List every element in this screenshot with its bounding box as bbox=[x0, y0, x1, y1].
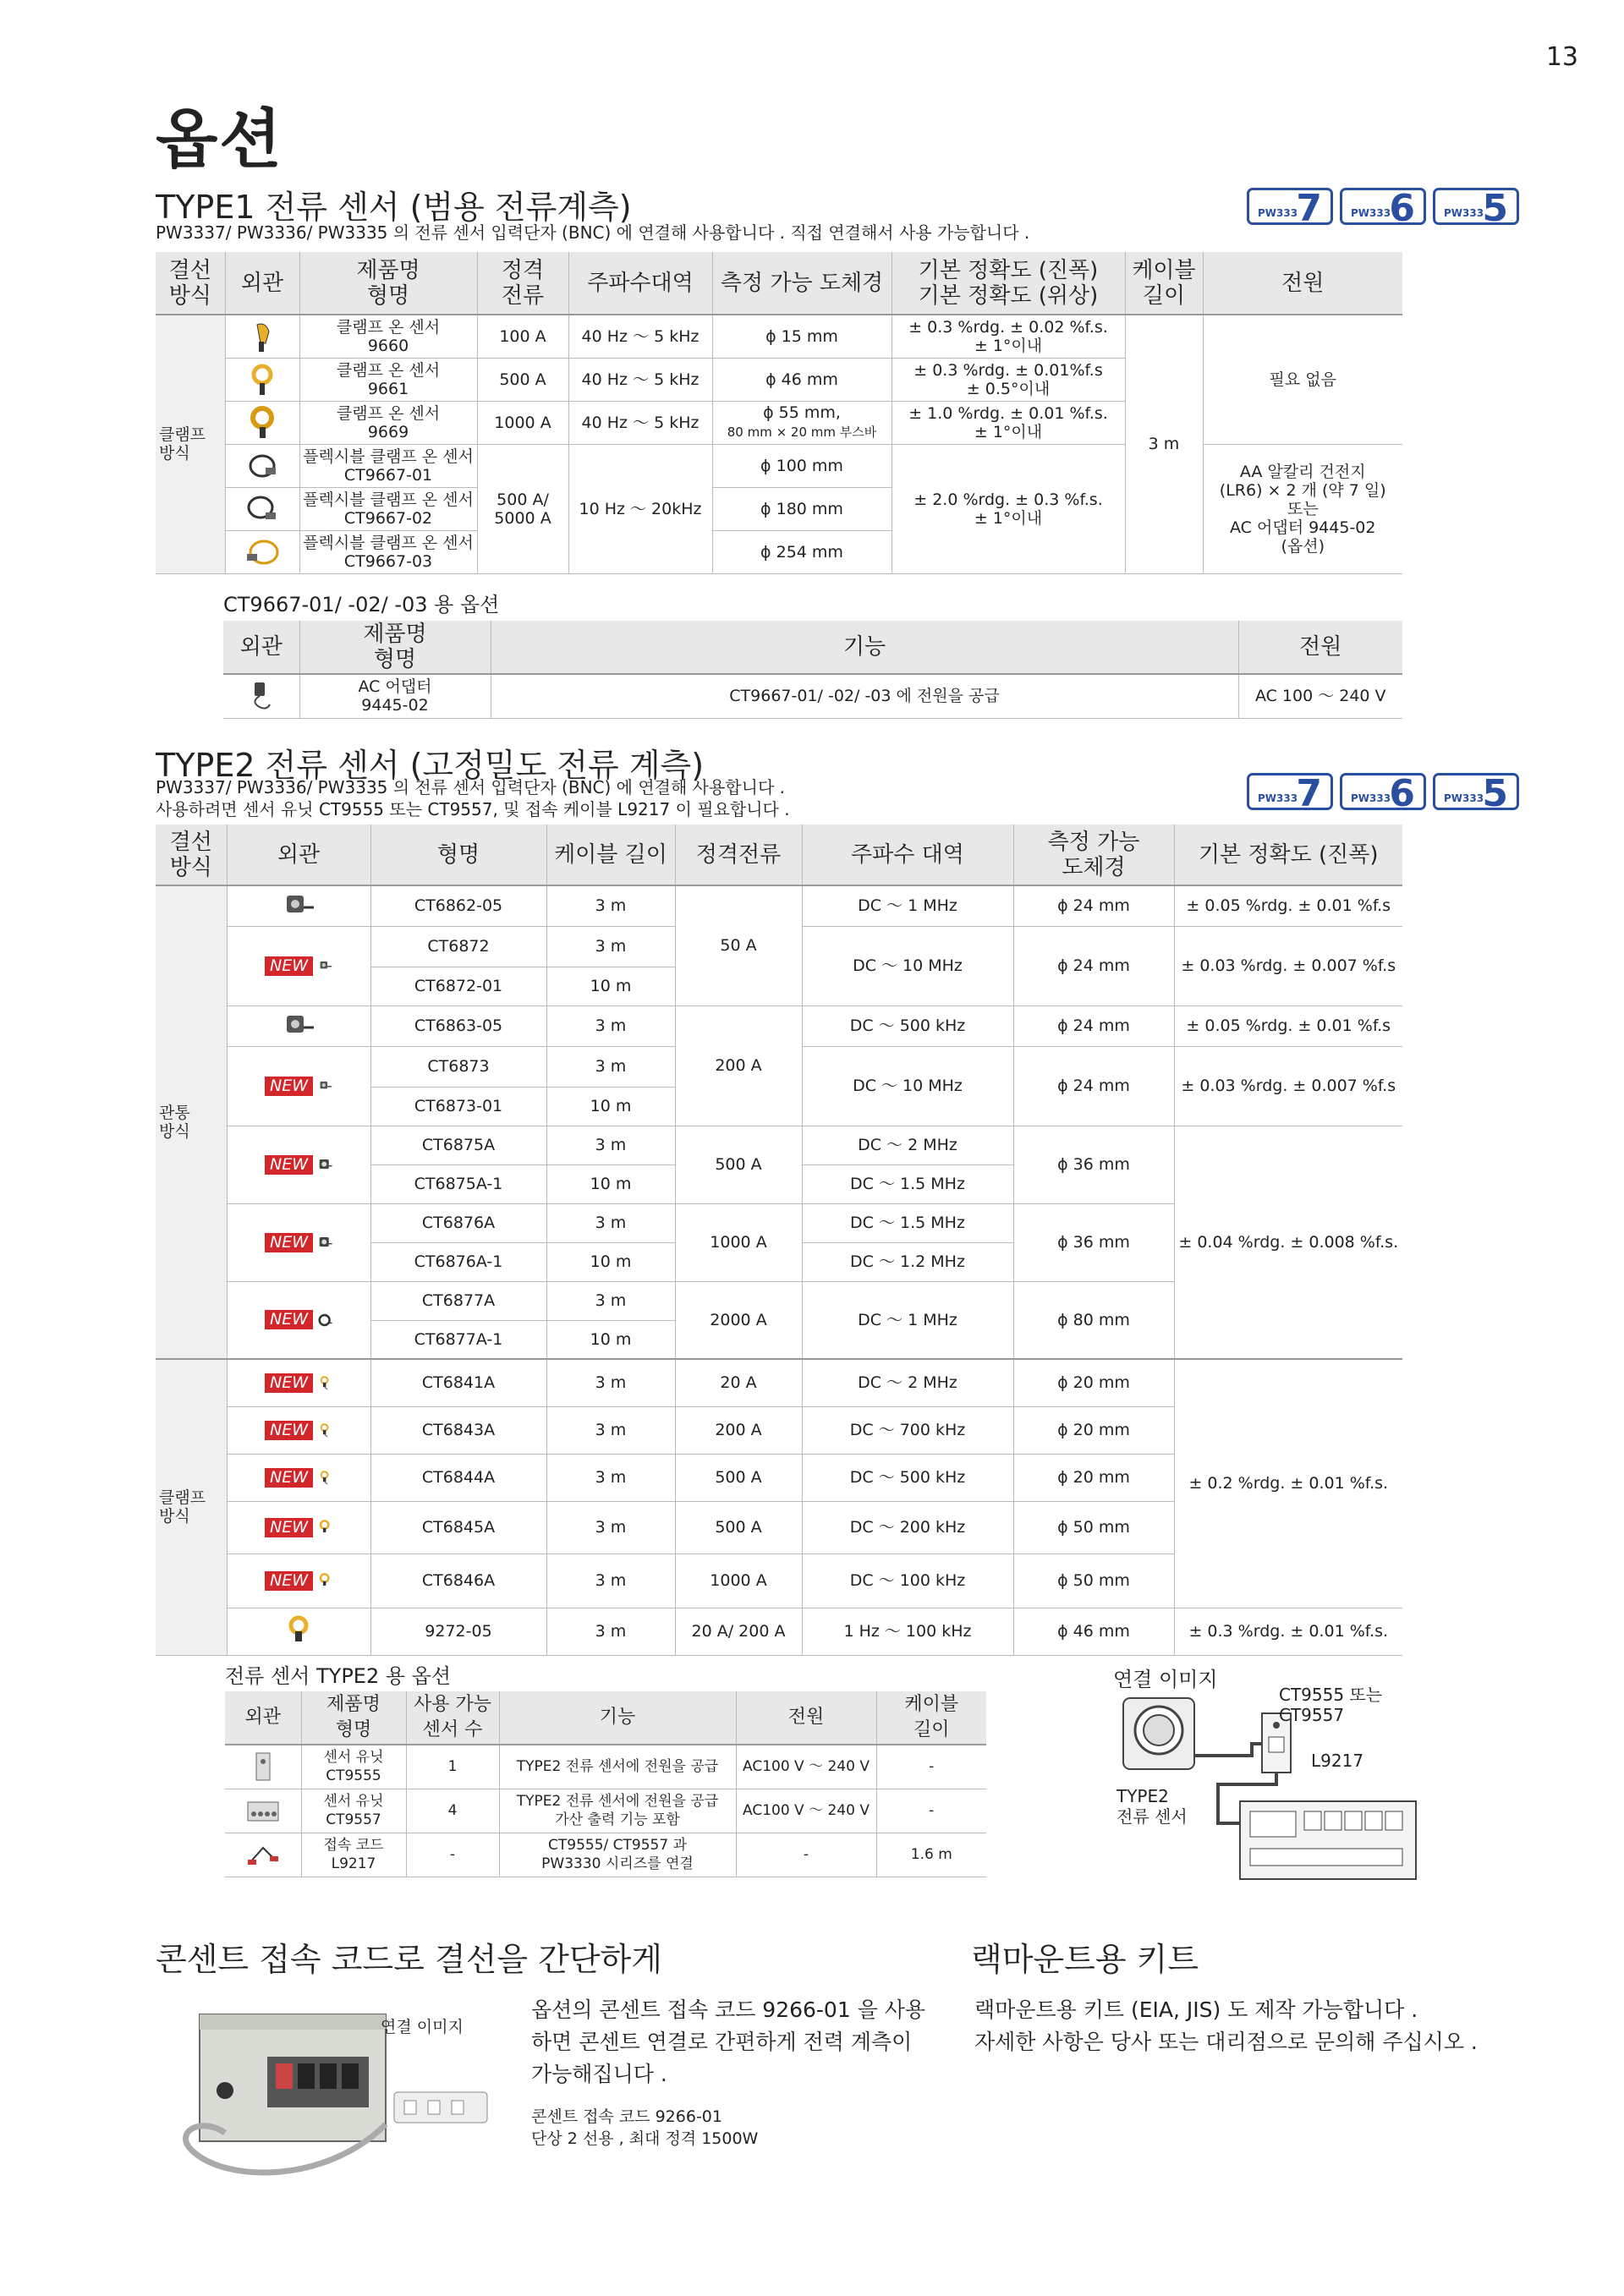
table-cell: ϕ 24 mm bbox=[1013, 885, 1174, 926]
table-row bbox=[225, 1789, 986, 1833]
type2-heading: TYPE2 전류 센서 (고정밀도 전류 계측) bbox=[156, 747, 705, 784]
table-cell: 200 A bbox=[675, 1406, 802, 1454]
table-header-cell: 기능 bbox=[499, 1691, 736, 1745]
table-cell: 4 bbox=[406, 1789, 499, 1833]
table-cell: ϕ 50 mm bbox=[1013, 1501, 1174, 1553]
table-cell: ϕ 254 mm bbox=[712, 530, 892, 573]
table-cell: DC ～ 10 MHz bbox=[802, 1046, 1013, 1126]
rack-heading: 랙마운트용 키트 bbox=[971, 1941, 1199, 1978]
table-cell: 3 m bbox=[546, 885, 675, 926]
table-cell: - bbox=[736, 1833, 876, 1877]
sensor-unit-icon bbox=[246, 1750, 280, 1784]
table-cell: DC ～ 2 MHz bbox=[802, 1126, 1013, 1164]
table-cell: - bbox=[876, 1789, 986, 1833]
table-cell: 10 m bbox=[546, 1087, 675, 1126]
table-cell: 3 m bbox=[546, 1501, 675, 1553]
table-cell: AC100 V ～ 240 V bbox=[736, 1789, 876, 1833]
group-clamp: 클램프 방식 bbox=[156, 1359, 227, 1655]
table-cell: 플렉시블 클램프 온 센서 CT9667-02 bbox=[299, 487, 477, 530]
table-cell: CT6843A bbox=[370, 1406, 546, 1454]
table-cell: ϕ 36 mm bbox=[1013, 1126, 1174, 1203]
table-cell: 40 Hz ～ 5 kHz bbox=[568, 358, 712, 401]
table-cell: DC ～ 2 MHz bbox=[802, 1359, 1013, 1406]
clamp-sensor-icon bbox=[318, 1366, 332, 1400]
table-cell: DC ～ 1.5 MHz bbox=[802, 1203, 1013, 1242]
table-cell: CT6845A bbox=[370, 1501, 546, 1553]
table-header-cell: 제품명 형명 bbox=[299, 621, 491, 674]
type2-table bbox=[156, 825, 1402, 1656]
table-cell: 센서 유닛 CT9555 bbox=[301, 1745, 406, 1789]
group-through: 관통 방식 bbox=[156, 885, 227, 1359]
table-header-cell: 외관 bbox=[227, 825, 370, 885]
table-cell bbox=[223, 674, 299, 718]
table-cell: 3 m bbox=[546, 1608, 675, 1655]
table-cell: DC ～ 100 kHz bbox=[802, 1553, 1013, 1608]
table-row bbox=[156, 1006, 1402, 1046]
table-cell: 2000 A bbox=[675, 1281, 802, 1359]
th-dia: 측정 가능 도체경 bbox=[712, 252, 892, 315]
table-cell bbox=[227, 1406, 370, 1454]
table-header-cell: 기본 정확도 (진폭) bbox=[1174, 825, 1402, 885]
table-cell: DC ～ 1 MHz bbox=[802, 885, 1013, 926]
table-cell: ± 0.05 %rdg. ± 0.01 %f.s bbox=[1174, 885, 1402, 926]
table-cell: ± 2.0 %rdg. ± 0.3 %f.s. ± 1°이내 bbox=[892, 444, 1125, 573]
table-row bbox=[156, 315, 1402, 358]
table-cell: 9272-05 bbox=[370, 1608, 546, 1655]
table-header-cell: 케이블 길이 bbox=[546, 825, 675, 885]
table-row bbox=[156, 1359, 1402, 1406]
table-header-cell: 제품명 형명 bbox=[301, 1691, 406, 1745]
table-cell bbox=[227, 926, 370, 1006]
flexible-sensor-icon bbox=[245, 449, 279, 483]
table-cell: 3 m bbox=[546, 1553, 675, 1608]
new-badge: NEW bbox=[265, 1468, 313, 1488]
table-cell: CT6841A bbox=[370, 1359, 546, 1406]
table-cell: 500 A bbox=[675, 1501, 802, 1553]
ct9667-options-heading: CT9667-01/ -02/ -03 용 옵션 bbox=[223, 593, 500, 616]
table-cell bbox=[227, 1501, 370, 1553]
table-cell: CT6846A bbox=[370, 1553, 546, 1608]
table-cell: DC ～ 700 kHz bbox=[802, 1406, 1013, 1454]
table-cell: TYPE2 전류 센서에 전원을 공급 bbox=[499, 1745, 736, 1789]
table-cell: - bbox=[876, 1745, 986, 1789]
table-row bbox=[156, 885, 1402, 926]
table-cell: 3 m bbox=[546, 1203, 675, 1242]
table-cell bbox=[225, 358, 299, 401]
label-type2-sensor: TYPE2 전류 센서 bbox=[1116, 1786, 1188, 1827]
table-header-cell: 외관 bbox=[223, 621, 299, 674]
table-cell: 1000 A bbox=[477, 401, 568, 444]
table-header-cell: 외관 bbox=[225, 1691, 301, 1745]
type1-table bbox=[156, 252, 1402, 574]
table-cell: ± 0.3 %rdg. ± 0.02 %f.s. ± 1°이내 bbox=[892, 315, 1125, 358]
table-row bbox=[156, 444, 1402, 487]
badge-pw3335: PW333 5 bbox=[1433, 188, 1519, 225]
table-cell bbox=[227, 885, 370, 926]
table-cell bbox=[225, 444, 299, 487]
table-cell: ϕ 24 mm bbox=[1013, 1006, 1174, 1046]
outlet-heading: 콘센트 접속 코드로 결선을 간단하게 bbox=[156, 1941, 662, 1978]
table-cell bbox=[227, 1553, 370, 1608]
table-cell: 1.6 m bbox=[876, 1833, 986, 1877]
table-cell bbox=[227, 1006, 370, 1046]
table-cell bbox=[227, 1203, 370, 1281]
page-number: 13 bbox=[1545, 42, 1578, 72]
table-cell: CT6876A-1 bbox=[370, 1242, 546, 1281]
table-cell bbox=[227, 1046, 370, 1126]
clamp-sensor-icon bbox=[245, 363, 279, 397]
table-cell: ± 0.03 %rdg. ± 0.007 %f.s bbox=[1174, 926, 1402, 1006]
group-clamp: 클램프 방식 bbox=[156, 315, 225, 573]
through-sensor-icon bbox=[282, 889, 315, 923]
table-cell: CT6844A bbox=[370, 1454, 546, 1501]
badge-pw3337: PW333 7 bbox=[1247, 188, 1333, 225]
table-cell: CT6876A bbox=[370, 1203, 546, 1242]
table-cell: DC ～ 1.5 MHz bbox=[802, 1164, 1013, 1203]
table-cell: DC ～ 1.2 MHz bbox=[802, 1242, 1013, 1281]
table-row bbox=[225, 1745, 986, 1789]
table-cell: DC ～ 500 kHz bbox=[802, 1454, 1013, 1501]
table-cell: CT6877A bbox=[370, 1281, 546, 1320]
table-cell: CT6875A bbox=[370, 1126, 546, 1164]
badge-pw3336: PW333 6 bbox=[1340, 773, 1426, 810]
table-cell: 100 A bbox=[477, 315, 568, 358]
table-row bbox=[156, 1126, 1402, 1164]
table-cell: ϕ 20 mm bbox=[1013, 1454, 1174, 1501]
table-header-cell: 형명 bbox=[370, 825, 546, 885]
table-cell: ϕ 24 mm bbox=[1013, 926, 1174, 1006]
table-cell bbox=[225, 1833, 301, 1877]
outlet-spec: 콘센트 접속 코드 9266-01 단상 2 선용 , 최대 정격 1500W bbox=[531, 2107, 759, 2148]
connection-image-heading: 연결 이미지 bbox=[1113, 1668, 1218, 1691]
table-cell: AC100 V ～ 240 V bbox=[736, 1745, 876, 1789]
table-cell: ϕ 15 mm bbox=[712, 315, 892, 358]
table-cell: CT9555/ CT9557 과 PW3330 시리즈를 연결 bbox=[499, 1833, 736, 1877]
table-cell: CT9667-01/ -02/ -03 에 전원을 공급 bbox=[491, 674, 1238, 718]
through-sensor-icon bbox=[318, 1069, 332, 1103]
th-acc: 기본 정확도 (진폭) 기본 정확도 (위상) bbox=[892, 252, 1125, 315]
table-cell bbox=[227, 1359, 370, 1406]
type1-note: PW3337/ PW3336/ PW3335 의 전류 센서 입력단자 (BNC) 에 연결해 사용합니다 . 직접 연결해서 사용 가능합니다 . bbox=[156, 222, 1030, 243]
new-badge: NEW bbox=[265, 1421, 313, 1440]
label-cable: L9217 bbox=[1311, 1751, 1364, 1771]
table-cell: AC 100 ～ 240 V bbox=[1238, 674, 1402, 718]
table-cell: 3 m bbox=[546, 1006, 675, 1046]
table-cell: 10 m bbox=[546, 1320, 675, 1359]
th-power: 전원 bbox=[1203, 252, 1402, 315]
table-cell: 클램프 온 센서 9669 bbox=[299, 401, 477, 444]
badge-pw3335: PW333 5 bbox=[1433, 773, 1519, 810]
table-cell: 10 m bbox=[546, 1164, 675, 1203]
power-battery: AA 알칼리 건전지 (LR6) × 2 개 (약 7 일) 또는 AC 어댑터 9445-02 (옵션) bbox=[1203, 444, 1402, 573]
table-header-cell: 전원 bbox=[1238, 621, 1402, 674]
new-badge: NEW bbox=[265, 1571, 313, 1591]
table-cell: ± 0.05 %rdg. ± 0.01 %f.s bbox=[1174, 1006, 1402, 1046]
th-method: 결선 방식 bbox=[156, 252, 225, 315]
table-cell: ± 0.04 %rdg. ± 0.008 %f.s. bbox=[1174, 1126, 1402, 1359]
type2-note-2: 사용하려면 센서 유닛 CT9555 또는 CT9557, 및 접속 케이블 L9217 이 필요합니다 . bbox=[156, 799, 790, 819]
table-row bbox=[225, 1833, 986, 1877]
through-sensor-icon bbox=[318, 949, 332, 983]
table-cell: 3 m bbox=[546, 1281, 675, 1320]
ct9667-options-table bbox=[223, 621, 1402, 719]
table-cell: 50 A bbox=[675, 885, 802, 1006]
table-cell: ϕ 46 mm bbox=[1013, 1608, 1174, 1655]
table-cell: 10 Hz ～ 20kHz bbox=[568, 444, 712, 573]
th-cable: 케이블 길이 bbox=[1125, 252, 1203, 315]
table-cell bbox=[227, 1281, 370, 1359]
table-cell: 500 A/ 5000 A bbox=[477, 444, 568, 573]
table-cell: 1000 A bbox=[675, 1553, 802, 1608]
table-cell: 10 m bbox=[546, 1242, 675, 1281]
table-cell: CT6873 bbox=[370, 1046, 546, 1087]
table-cell: 3 m bbox=[546, 1406, 675, 1454]
th-freq: 주파수대역 bbox=[568, 252, 712, 315]
clamp-sensor-icon bbox=[245, 406, 279, 440]
table-cell: ϕ 80 mm bbox=[1013, 1281, 1174, 1359]
table-cell: CT6872 bbox=[370, 926, 546, 967]
page-title: 옵션 bbox=[156, 101, 283, 177]
new-badge: NEW bbox=[265, 1233, 313, 1252]
new-badge: NEW bbox=[265, 1155, 313, 1175]
cable-length: 3 m bbox=[1125, 315, 1203, 573]
table-cell bbox=[225, 1745, 301, 1789]
table-cell: CT6873-01 bbox=[370, 1087, 546, 1126]
clamp-sensor-icon bbox=[318, 1510, 332, 1544]
table-header-cell: 전원 bbox=[736, 1691, 876, 1745]
th-rated: 정격 전류 bbox=[477, 252, 568, 315]
table-cell bbox=[225, 401, 299, 444]
type2-model-badges bbox=[1247, 772, 1519, 815]
table-cell: 40 Hz ～ 5 kHz bbox=[568, 315, 712, 358]
outlet-image-label: 연결 이미지 bbox=[381, 2018, 464, 2036]
table-cell: ± 0.2 %rdg. ± 0.01 %f.s. bbox=[1174, 1359, 1402, 1608]
th-look: 외관 bbox=[225, 252, 299, 315]
table-cell: 500 A bbox=[675, 1126, 802, 1203]
table-header-cell: 기능 bbox=[491, 621, 1238, 674]
table-header-cell: 사용 가능 센서 수 bbox=[406, 1691, 499, 1745]
new-badge: NEW bbox=[265, 1373, 313, 1393]
clamp-sensor-icon bbox=[318, 1564, 332, 1597]
table-cell: ± 0.03 %rdg. ± 0.007 %f.s bbox=[1174, 1046, 1402, 1126]
table-cell: ϕ 36 mm bbox=[1013, 1203, 1174, 1281]
through-sensor-icon bbox=[282, 1009, 315, 1043]
table-cell: ϕ 24 mm bbox=[1013, 1046, 1174, 1126]
table-cell: ϕ 20 mm bbox=[1013, 1359, 1174, 1406]
type1-model-badges bbox=[1247, 187, 1519, 230]
ac-adapter-icon bbox=[244, 679, 278, 713]
table-cell: DC ～ 500 kHz bbox=[802, 1006, 1013, 1046]
through-sensor-icon bbox=[318, 1225, 332, 1259]
table-header-cell: 주파수 대역 bbox=[802, 825, 1013, 885]
table-cell: DC ～ 10 MHz bbox=[802, 926, 1013, 1006]
clamp-sensor-icon bbox=[282, 1614, 315, 1648]
table-cell: 플렉시블 클램프 온 센서 CT9667-03 bbox=[299, 530, 477, 573]
table-header-cell: 케이블 길이 bbox=[876, 1691, 986, 1745]
table-cell: 10 m bbox=[546, 967, 675, 1006]
table-cell: 센서 유닛 CT9557 bbox=[301, 1789, 406, 1833]
table-cell: 20 A bbox=[675, 1359, 802, 1406]
table-cell: 1000 A bbox=[675, 1203, 802, 1281]
table-cell: CT6875A-1 bbox=[370, 1164, 546, 1203]
table-cell: ± 0.3 %rdg. ± 0.01 %f.s. bbox=[1174, 1608, 1402, 1655]
badge-pw3337: PW333 7 bbox=[1247, 773, 1333, 810]
table-cell: 200 A bbox=[675, 1006, 802, 1126]
table-cell: CT6862-05 bbox=[370, 885, 546, 926]
flexible-sensor-icon bbox=[245, 535, 279, 569]
table-cell bbox=[225, 315, 299, 358]
table-cell: DC ～ 200 kHz bbox=[802, 1501, 1013, 1553]
table-cell: AC 어댑터 9445-02 bbox=[299, 674, 491, 718]
table-cell: ϕ 100 mm bbox=[712, 444, 892, 487]
table-cell: ϕ 55 mm, 80 mm × 20 mm 부스바 bbox=[712, 401, 892, 444]
table-cell: 접속 코드 L9217 bbox=[301, 1833, 406, 1877]
type2-options-table bbox=[225, 1691, 986, 1877]
table-cell: ϕ 46 mm bbox=[712, 358, 892, 401]
table-cell: 40 Hz ～ 5 kHz bbox=[568, 401, 712, 444]
cable-icon bbox=[246, 1838, 280, 1871]
table-row bbox=[223, 674, 1402, 718]
table-cell: ϕ 20 mm bbox=[1013, 1406, 1174, 1454]
table-cell bbox=[225, 530, 299, 573]
flexible-sensor-icon bbox=[245, 492, 279, 526]
table-cell: 20 A/ 200 A bbox=[675, 1608, 802, 1655]
table-cell bbox=[227, 1454, 370, 1501]
through-sensor-icon bbox=[318, 1148, 332, 1181]
table-cell: 3 m bbox=[546, 1046, 675, 1087]
label-sensor-unit: CT9555 또는 CT9557 bbox=[1279, 1685, 1383, 1725]
table-cell: 1 bbox=[406, 1745, 499, 1789]
table-cell: CT6877A-1 bbox=[370, 1320, 546, 1359]
clamp-sensor-icon bbox=[318, 1413, 332, 1447]
type2-note-1: PW3337/ PW3336/ PW3335 의 전류 센서 입력단자 (BNC) 에 연결해 사용합니다 . bbox=[156, 777, 785, 797]
table-cell: 플렉시블 클램프 온 센서 CT9667-01 bbox=[299, 444, 477, 487]
table-cell bbox=[227, 1126, 370, 1203]
table-header-cell: 정격전류 bbox=[675, 825, 802, 885]
ring-sensor-icon bbox=[318, 1303, 332, 1337]
table-cell: 클램프 온 센서 9660 bbox=[299, 315, 477, 358]
table-cell: ± 1.0 %rdg. ± 0.01 %f.s. ± 1°이내 bbox=[892, 401, 1125, 444]
type2-options-heading: 전류 센서 TYPE2 용 옵션 bbox=[225, 1664, 452, 1688]
table-cell: 500 A bbox=[675, 1454, 802, 1501]
table-cell bbox=[225, 487, 299, 530]
table-cell: ϕ 50 mm bbox=[1013, 1553, 1174, 1608]
new-badge: NEW bbox=[265, 1077, 313, 1096]
table-cell bbox=[225, 1789, 301, 1833]
table-cell: CT6863-05 bbox=[370, 1006, 546, 1046]
outlet-description: 옵션의 콘센트 접속 코드 9266-01 을 사용 하면 콘센트 연결로 간편하게 전력 계측이 가능해집니다 . bbox=[531, 1997, 926, 2086]
table-cell: 3 m bbox=[546, 1126, 675, 1164]
rack-description: 랙마운트용 키트 (EIA, JIS) 도 제작 가능합니다 . 자세한 사항은 당사 또는 대리점으로 문의해 주십시오 . bbox=[974, 1997, 1478, 2054]
table-cell: 클램프 온 센서 9661 bbox=[299, 358, 477, 401]
power-none: 필요 없음 bbox=[1203, 315, 1402, 444]
table-cell: - bbox=[406, 1833, 499, 1877]
clamp-sensor-icon bbox=[318, 1460, 332, 1494]
table-cell: 3 m bbox=[546, 1359, 675, 1406]
table-row bbox=[156, 1608, 1402, 1655]
th-model: 제품명 형명 bbox=[299, 252, 477, 315]
table-header-cell: 측정 가능 도체경 bbox=[1013, 825, 1174, 885]
table-cell: DC ～ 1 MHz bbox=[802, 1281, 1013, 1359]
sensor-unit-icon bbox=[246, 1794, 280, 1827]
table-cell: ± 0.3 %rdg. ± 0.01%f.s ± 0.5°이내 bbox=[892, 358, 1125, 401]
badge-pw3336: PW333 6 bbox=[1340, 188, 1426, 225]
table-cell: ϕ 180 mm bbox=[712, 487, 892, 530]
table-cell: 3 m bbox=[546, 926, 675, 967]
new-badge: NEW bbox=[265, 1518, 313, 1537]
table-cell: 500 A bbox=[477, 358, 568, 401]
new-badge: NEW bbox=[265, 956, 313, 976]
table-cell: TYPE2 전류 센서에 전원을 공급 가산 출력 기능 포함 bbox=[499, 1789, 736, 1833]
table-cell: CT6872-01 bbox=[370, 967, 546, 1006]
table-cell: 1 Hz ～ 100 kHz bbox=[802, 1608, 1013, 1655]
table-cell bbox=[227, 1608, 370, 1655]
type1-heading: TYPE1 전류 센서 (범용 전류계측) bbox=[156, 189, 632, 226]
clamp-sensor-icon bbox=[245, 320, 279, 353]
new-badge: NEW bbox=[265, 1310, 313, 1329]
table-cell: 3 m bbox=[546, 1454, 675, 1501]
table-header-cell: 결선 방식 bbox=[156, 825, 227, 885]
